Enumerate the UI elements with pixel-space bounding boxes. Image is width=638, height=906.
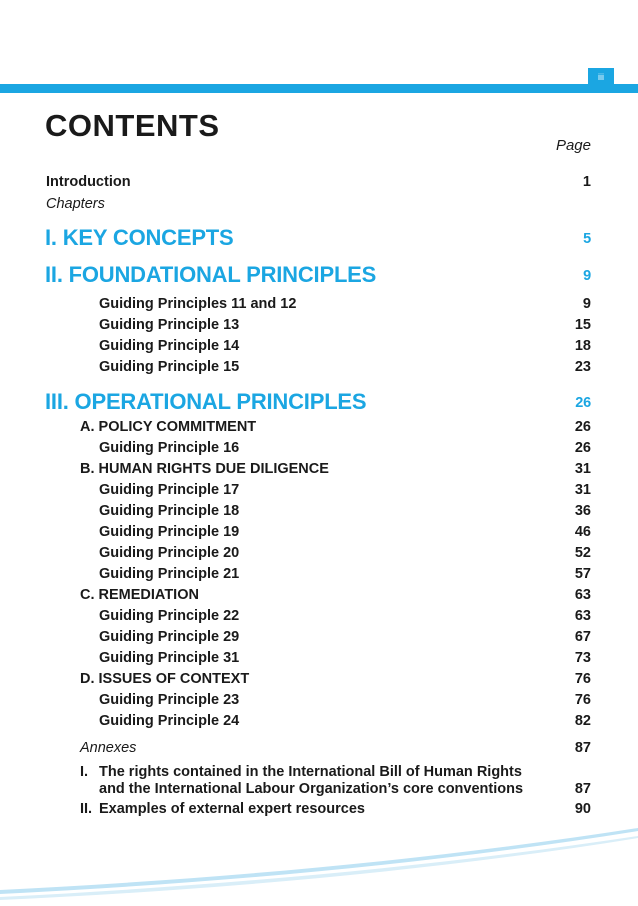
- toc-page: 26: [574, 440, 591, 456]
- toc-entry[interactable]: [0, 692, 591, 712]
- toc-label: Guiding Principle 13: [99, 317, 240, 333]
- toc-entry[interactable]: [0, 566, 591, 586]
- toc-entry[interactable]: [0, 629, 591, 649]
- toc-label: II. FOUNDATIONAL PRINCIPLES: [45, 262, 377, 287]
- toc-label: Guiding Principle 16: [99, 440, 240, 456]
- toc-entry[interactable]: [0, 713, 591, 733]
- toc-label: D. ISSUES OF CONTEXT: [80, 671, 250, 687]
- annex-page: 87: [574, 781, 591, 797]
- toc-label: Guiding Principle 29: [99, 629, 240, 645]
- toc-page: 15: [574, 317, 591, 333]
- toc-entry[interactable]: [0, 608, 591, 628]
- toc-entry[interactable]: [0, 296, 591, 316]
- toc-page: 82: [574, 713, 591, 729]
- toc-label: Guiding Principle 24: [99, 713, 240, 729]
- annex-title-line2: and the International Labour Organization’s core conventions: [99, 781, 524, 797]
- toc-entry[interactable]: [0, 671, 591, 691]
- toc-section-key-concepts[interactable]: [0, 225, 591, 253]
- toc-page: 26: [575, 395, 591, 411]
- toc-label: A. POLICY COMMITMENT: [80, 419, 257, 435]
- toc-label: Guiding Principle 23: [99, 692, 240, 708]
- toc-page: 23: [574, 359, 591, 375]
- toc-entry[interactable]: [0, 440, 591, 460]
- toc-page: 1: [582, 174, 591, 190]
- chapters-label: Chapters: [46, 196, 105, 212]
- toc-page: 63: [574, 587, 591, 603]
- toc-page: 67: [574, 629, 591, 645]
- toc-page: 76: [574, 692, 591, 708]
- toc-page: 87: [574, 740, 591, 756]
- toc-label: Annexes: [80, 740, 137, 756]
- toc-entry[interactable]: [0, 359, 591, 379]
- decorative-swoosh: [0, 800, 638, 906]
- toc-page: 18: [574, 338, 591, 354]
- toc-entry[interactable]: [0, 482, 591, 502]
- annex-number: I.: [80, 764, 89, 780]
- toc-page: 36: [574, 503, 591, 519]
- toc-entry[interactable]: [0, 419, 591, 439]
- annex-title-line1: The rights contained in the International Bill of Human Rights: [99, 764, 522, 780]
- toc-page: 57: [574, 566, 591, 582]
- toc-label: Guiding Principle 22: [99, 608, 240, 624]
- toc-section-foundational[interactable]: [0, 262, 591, 290]
- annex-title: Examples of external expert resources: [99, 801, 365, 817]
- toc-page: 5: [583, 231, 591, 247]
- toc-page: 73: [574, 650, 591, 666]
- toc-entry[interactable]: [0, 338, 591, 358]
- toc-label: B. HUMAN RIGHTS DUE DILIGENCE: [80, 461, 329, 477]
- toc-entry[interactable]: [0, 461, 591, 481]
- toc-label: Guiding Principle 15: [99, 359, 240, 375]
- toc-label: Guiding Principles 11 and 12: [99, 296, 297, 312]
- toc-page: 76: [574, 671, 591, 687]
- toc-entry[interactable]: [0, 650, 591, 670]
- toc-label: III. OPERATIONAL PRINCIPLES: [45, 389, 367, 414]
- toc-page: 9: [583, 268, 591, 284]
- toc-label: Introduction: [46, 174, 131, 190]
- toc-label: Guiding Principle 20: [99, 545, 240, 561]
- toc-entry[interactable]: [0, 317, 591, 337]
- annex-number: II.: [80, 801, 93, 817]
- header-accent-bar: [0, 84, 638, 93]
- toc-section-operational[interactable]: [0, 389, 591, 417]
- toc-page: 46: [574, 524, 591, 540]
- toc-entry[interactable]: [0, 503, 591, 523]
- toc-entry-introduction[interactable]: [0, 174, 591, 194]
- toc-page: 31: [574, 461, 591, 477]
- toc-label: C. REMEDIATION: [80, 587, 199, 603]
- toc-page: 9: [582, 296, 591, 312]
- toc-entry[interactable]: [0, 587, 591, 607]
- toc-label: Guiding Principle 18: [99, 503, 240, 519]
- toc-page: 31: [574, 482, 591, 498]
- toc-page: 63: [574, 608, 591, 624]
- toc-label: Guiding Principle 17: [99, 482, 240, 498]
- toc-label: Guiding Principle 21: [99, 566, 240, 582]
- toc-label: Guiding Principle 31: [99, 650, 240, 666]
- toc-entry[interactable]: [0, 545, 591, 565]
- toc-entry[interactable]: [0, 524, 591, 544]
- page-title: CONTENTS: [45, 108, 220, 143]
- toc-entry-annexes[interactable]: [0, 740, 591, 760]
- toc-page: 26: [574, 419, 591, 435]
- toc-label: Guiding Principle 14: [99, 338, 240, 354]
- page-column-label: Page: [555, 137, 591, 154]
- toc-page: 52: [574, 545, 591, 561]
- page-number-tab: iii: [588, 68, 614, 84]
- toc-label: Guiding Principle 19: [99, 524, 240, 540]
- annex-page: 90: [574, 801, 591, 817]
- toc-label: I. KEY CONCEPTS: [45, 225, 234, 250]
